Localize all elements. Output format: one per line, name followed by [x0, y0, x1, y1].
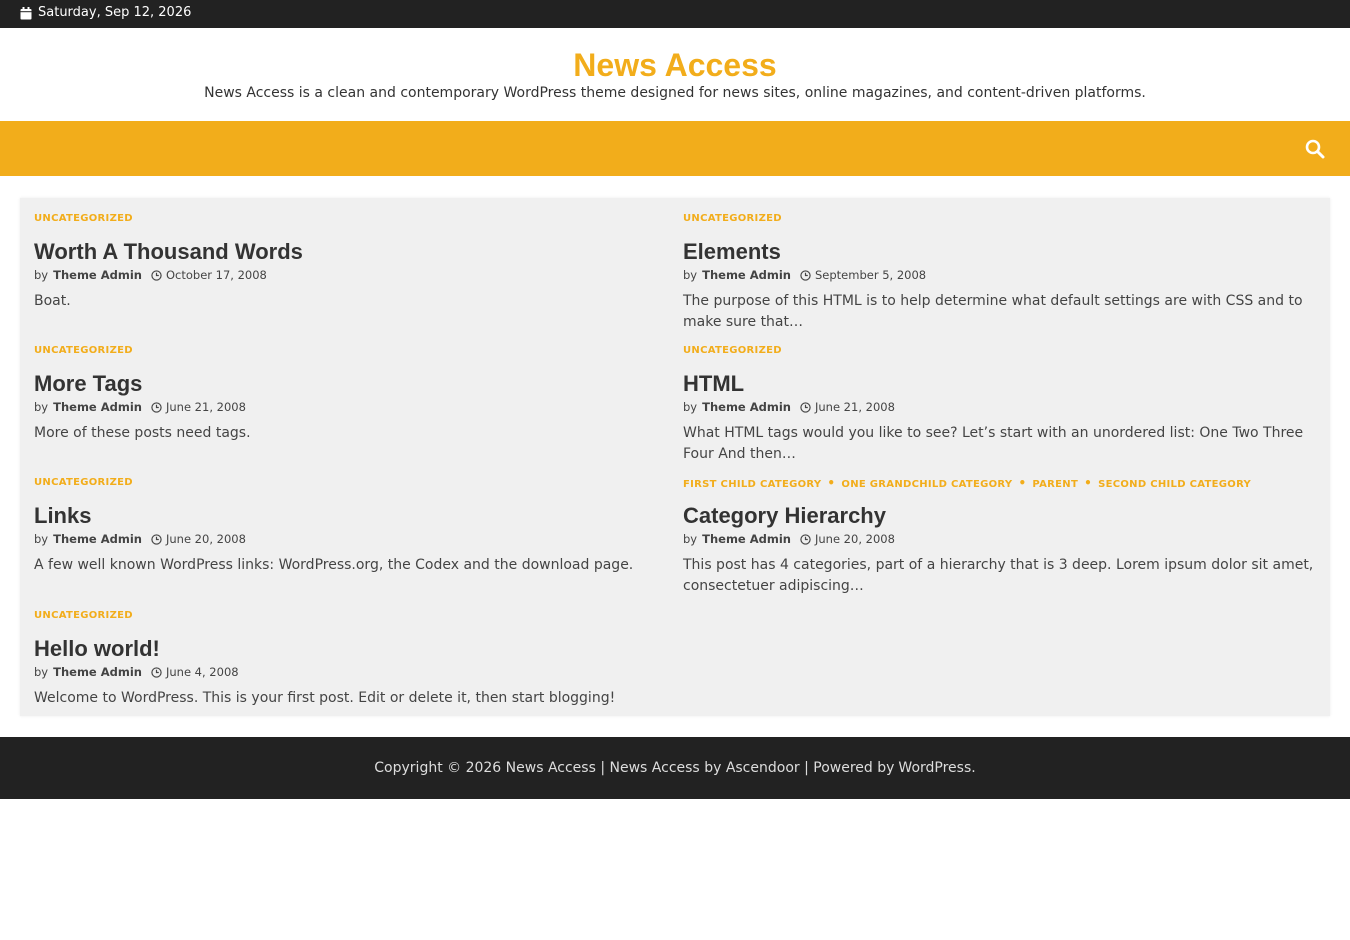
byline-label: by	[34, 400, 49, 414]
byline-label: by	[34, 532, 49, 546]
post-categories	[34, 609, 669, 623]
post-date-link[interactable]: June 20, 2008	[814, 532, 895, 546]
category-link[interactable]: FIRST CHILD CATEGORY	[683, 479, 822, 490]
post-excerpt: This post has 4 categories, part of a hierarchy that is 3 deep. Lorem ipsum dolor sit amet, consectetuer adipiscing…	[683, 557, 1314, 594]
footer-wordpress-link[interactable]: WordPress	[898, 760, 972, 776]
post-title[interactable]: More Tags	[34, 371, 143, 396]
post-categories	[683, 212, 1318, 226]
clock-icon	[151, 667, 162, 678]
post-grid	[20, 198, 1330, 716]
post-excerpt: More of these posts need tags.	[34, 425, 251, 441]
post-meta	[683, 399, 1318, 415]
clock-icon	[151, 270, 162, 281]
topbar-date	[20, 4, 191, 22]
category-link[interactable]: UNCATEGORIZED	[34, 213, 133, 224]
post-meta	[34, 399, 669, 415]
post-author-link[interactable]: Theme Admin	[702, 400, 791, 414]
post-categories	[683, 476, 1318, 490]
search-button[interactable]	[1304, 138, 1326, 160]
post-item	[34, 212, 669, 312]
post-meta	[683, 531, 1318, 547]
footer-author-link[interactable]: Ascendoor	[725, 760, 800, 776]
post-item	[34, 476, 669, 576]
post-item	[683, 344, 1318, 465]
site-footer	[0, 737, 1350, 799]
category-link[interactable]: ONE GRANDCHILD CATEGORY	[841, 479, 1013, 490]
clock-icon	[800, 534, 811, 545]
post-excerpt: A few well known WordPress links: WordPress.org, the Codex and the download page.	[34, 557, 634, 573]
post-date-link[interactable]: October 17, 2008	[165, 268, 267, 282]
top-bar	[0, 0, 1350, 28]
post-title[interactable]: Hello world!	[34, 636, 160, 661]
clock-icon	[800, 402, 811, 413]
post-author-link[interactable]: Theme Admin	[53, 532, 142, 546]
footer-separator: |	[600, 760, 606, 776]
site-title[interactable]: News Access	[573, 47, 777, 83]
clock-icon	[151, 402, 162, 413]
post-date-link[interactable]: June 21, 2008	[814, 400, 895, 414]
post-excerpt: Boat.	[34, 293, 71, 309]
byline-label: by	[683, 400, 698, 414]
site-description: News Access is a clean and contemporary WordPress theme designed for news sites, online magazines, and content-driven platforms.	[204, 85, 1146, 101]
post-item	[34, 344, 669, 444]
post-categories	[34, 212, 669, 226]
category-link[interactable]: SECOND CHILD CATEGORY	[1098, 479, 1252, 490]
category-link[interactable]: UNCATEGORIZED	[683, 213, 782, 224]
footer-powered-text: Powered by	[813, 760, 895, 776]
post-title[interactable]: Worth A Thousand Words	[34, 239, 303, 264]
post-meta	[683, 267, 1318, 283]
post-author-link[interactable]: Theme Admin	[53, 400, 142, 414]
primary-navigation	[0, 121, 1350, 176]
byline-label: by	[34, 665, 49, 679]
category-link[interactable]: UNCATEGORIZED	[34, 477, 133, 488]
byline-label: by	[683, 268, 698, 282]
footer-site-link[interactable]: News Access	[505, 760, 596, 776]
clock-icon	[800, 270, 811, 281]
post-title[interactable]: Links	[34, 503, 92, 528]
post-item	[34, 609, 669, 709]
post-author-link[interactable]: Theme Admin	[53, 665, 142, 679]
category-separator: •	[1084, 476, 1093, 490]
post-excerpt: The purpose of this HTML is to help determine what default settings are with CSS and to make sure that…	[683, 293, 1303, 330]
category-link[interactable]: UNCATEGORIZED	[34, 345, 133, 356]
calendar-icon	[20, 7, 32, 20]
post-item	[683, 212, 1318, 333]
category-separator: •	[1018, 476, 1027, 490]
category-link[interactable]: PARENT	[1032, 479, 1079, 490]
post-author-link[interactable]: Theme Admin	[702, 532, 791, 546]
post-title[interactable]: Category Hierarchy	[683, 503, 886, 528]
post-meta	[34, 664, 669, 680]
post-date-link[interactable]: June 4, 2008	[165, 665, 239, 679]
site-header	[0, 28, 1350, 121]
post-item	[683, 476, 1318, 597]
post-date-link[interactable]: June 20, 2008	[165, 532, 246, 546]
clock-icon	[151, 534, 162, 545]
post-author-link[interactable]: Theme Admin	[702, 268, 791, 282]
copyright-text: Copyright © 2026	[374, 760, 502, 776]
post-categories	[34, 344, 669, 358]
category-link[interactable]: UNCATEGORIZED	[34, 610, 133, 621]
category-link[interactable]: UNCATEGORIZED	[683, 345, 782, 356]
post-meta	[34, 267, 669, 283]
post-title[interactable]: HTML	[683, 371, 745, 396]
post-title[interactable]: Elements	[683, 239, 781, 264]
post-categories	[34, 476, 669, 490]
post-meta	[34, 531, 669, 547]
footer-by-text: by	[704, 760, 722, 776]
byline-label: by	[683, 532, 698, 546]
post-excerpt: What HTML tags would you like to see? Let’s start with an unordered list: One Two Three Four And then…	[683, 425, 1304, 462]
category-separator: •	[827, 476, 836, 490]
post-date-link[interactable]: June 21, 2008	[165, 400, 246, 414]
current-date-text: Saturday, Sep 12, 2026	[38, 5, 192, 20]
post-date-link[interactable]: September 5, 2008	[814, 268, 927, 282]
footer-separator: |	[804, 760, 809, 776]
search-icon	[1305, 139, 1325, 159]
post-excerpt: Welcome to WordPress. This is your first post. Edit or delete it, then start blogging!	[34, 690, 616, 706]
footer-theme-link[interactable]: News Access	[609, 760, 700, 776]
post-categories	[683, 344, 1318, 358]
footer-period: .	[971, 760, 976, 776]
post-author-link[interactable]: Theme Admin	[53, 268, 142, 282]
byline-label: by	[34, 268, 49, 282]
